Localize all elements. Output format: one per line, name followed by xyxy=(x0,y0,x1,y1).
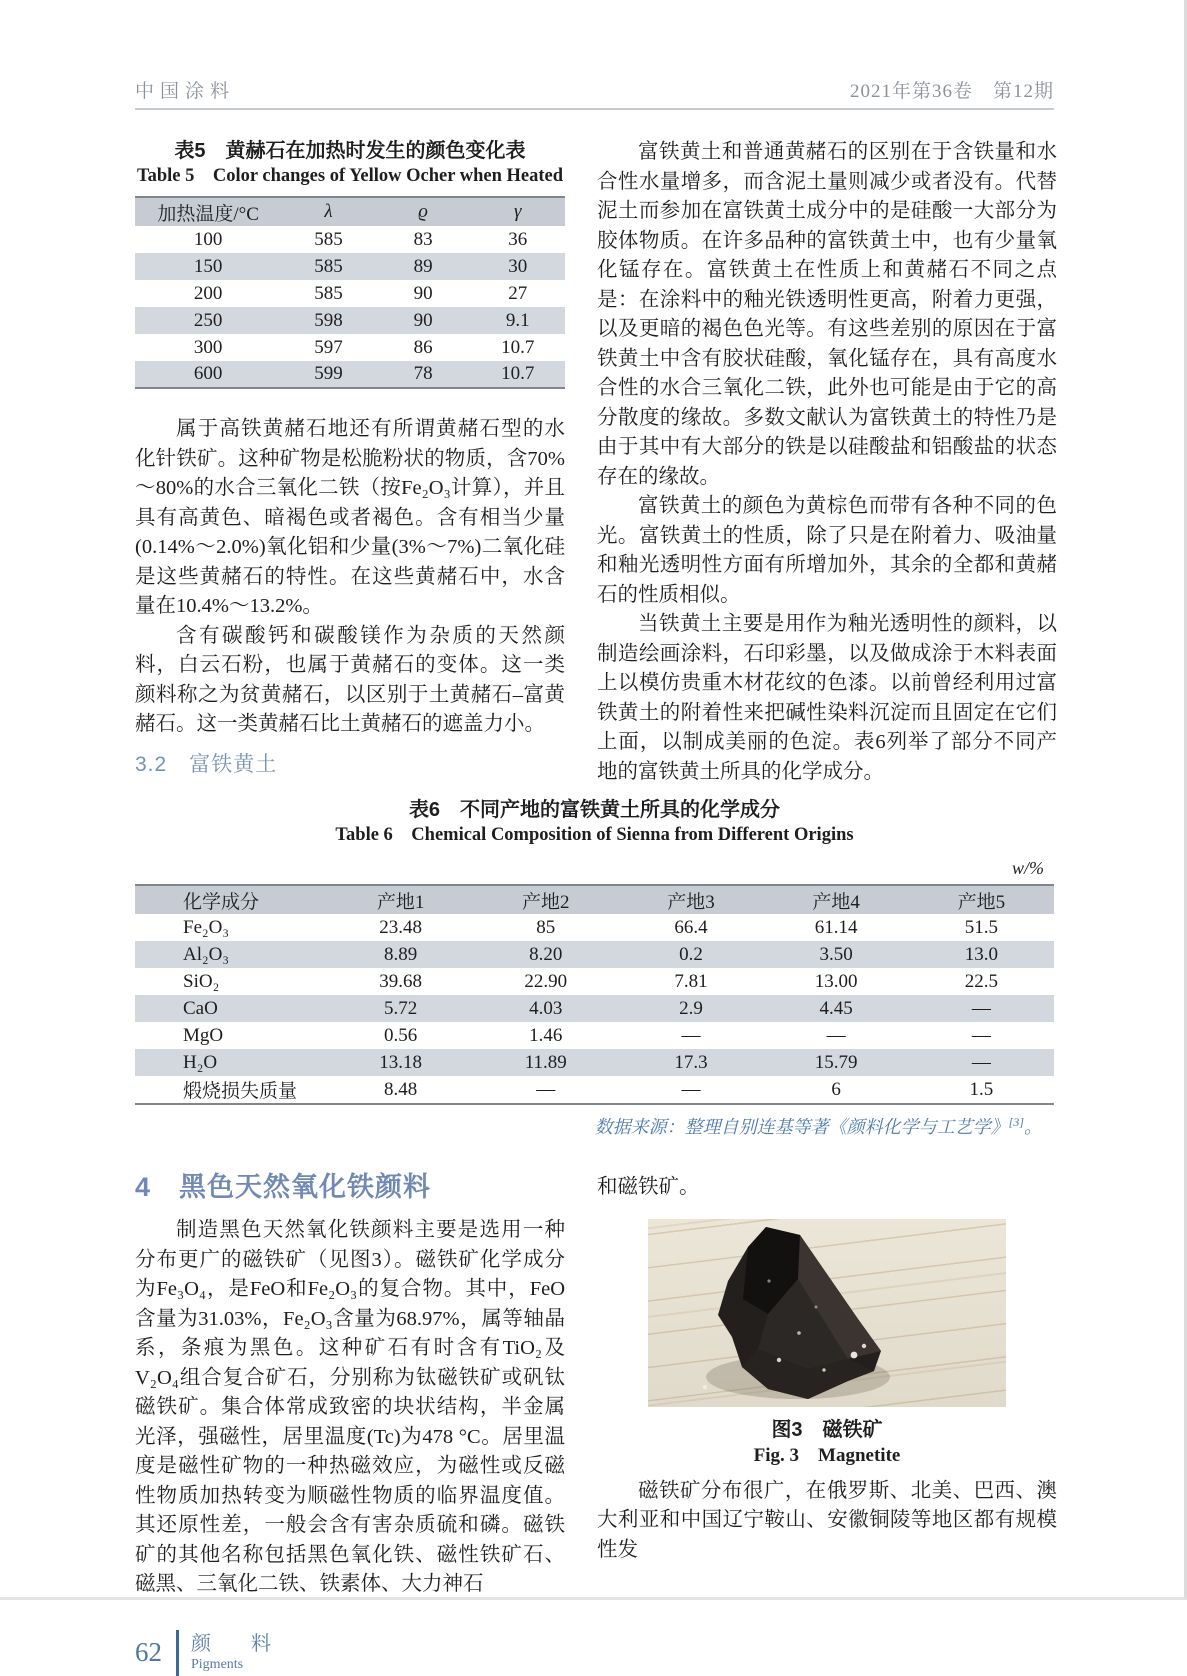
table-cell: 90 xyxy=(413,309,433,331)
table-row xyxy=(135,1076,1054,1104)
table-cell: 90 xyxy=(413,282,433,304)
table-cell: — xyxy=(536,1078,556,1100)
left-column-top xyxy=(135,138,565,787)
paragraph-sienna-color: 富铁黄土的颜色为黄棕色而带有各种不同的色光。富铁黄土的性质，除了只是在附着力、吸油量和釉光透明性方面有所增加外，其余的全都和黄赭石的性质相似。 xyxy=(597,495,1057,606)
table-cell: 煅烧损失质量 xyxy=(183,1081,298,1102)
paragraph-distribution: 磁铁矿分布很广，在俄罗斯、北美、巴西、澳大利亚和中国辽宁鞍山、安徽铜陵等地区都有规模性发 xyxy=(597,1479,1057,1561)
journal-title: 中国涂料 xyxy=(135,81,236,102)
paragraph-sienna-uses: 当铁黄土主要是用作为釉光透明性的颜料，以制造绘画涂料，石印彩墨，以及做成涂于木料表面上以模仿贵重木材花纹的色漆。以前曾经利用过富铁黄土的附着性来把碱性染料沉淀而且固定在它们上面，以制成美丽的色淀。表6列举了部分不同产地的富铁黄土所具的化学成分。 xyxy=(597,613,1057,783)
table-cell: 599 xyxy=(314,363,343,384)
table6-col-origin3: 产地3 xyxy=(618,885,763,914)
table-row xyxy=(135,307,565,334)
table-cell: 1.46 xyxy=(529,1024,563,1046)
paragraph-sienna-difference: 富铁黄土和普通黄赭石的区别在于含铁量和水合性水量增多，而含泥土量则减少或者没有。代替泥土而参加在富铁黄土成分中的是硅酸一大部分为胶体物质。在许多品种的富铁黄土中，也有少量氧化锰存在。富铁黄土在性质上和黄赭石不同之点是：在涂料中的釉光铁透明性更高，附着力更强，以及更暗的褐色色光等。有这些差别的原因在于富铁黄土中含有胶状硅酸，氧化锰存在，具有高度水合性的水合三氧化二铁，此外也可能是由于它的高分散度的缘故。多数文献认为富铁黄土的特性乃是由于其中有大部分的铁是以硅酸盐和铝酸盐的状态存在的缘故。 xyxy=(597,141,1057,488)
table-cell: — xyxy=(681,1078,701,1100)
table-cell: 22.5 xyxy=(964,970,998,992)
table-cell: 597 xyxy=(314,336,343,358)
table-cell: 585 xyxy=(314,255,343,277)
table-cell: — xyxy=(971,1051,991,1073)
table-cell: 100 xyxy=(193,228,223,250)
source-note-period: 。 xyxy=(1024,1117,1042,1137)
table-row xyxy=(135,968,1054,995)
table-cell: 0.2 xyxy=(679,943,703,965)
table-cell: 6 xyxy=(831,1078,841,1100)
left-column-bottom xyxy=(135,1165,565,1600)
magnetite-rock-image xyxy=(648,1219,1006,1407)
table-cell: 8.48 xyxy=(383,1078,418,1100)
table-cell: 83 xyxy=(413,228,433,250)
top-section xyxy=(135,138,1057,787)
table5-col-temperature: 加热温度/°C xyxy=(135,197,281,226)
table-row xyxy=(135,995,1054,1022)
source-note-text: 数据来源：整理自别连基等著《颜料化学与工艺学》 xyxy=(594,1117,1009,1137)
table-cell: 9.1 xyxy=(505,309,530,331)
table-cell: CaO xyxy=(183,997,218,1019)
table6-col-component: 化学成分 xyxy=(135,885,328,914)
table-cell: 585 xyxy=(314,282,343,304)
table-row xyxy=(135,914,1054,941)
table-row xyxy=(135,280,565,307)
footer-section-zh: 颜 料 xyxy=(191,1632,281,1655)
table-cell: MgO xyxy=(183,1024,224,1046)
table6-col-origin1: 产地1 xyxy=(328,885,473,914)
table-row xyxy=(135,361,565,388)
section-heading-4: 4 黑色天然氧化铁颜料 xyxy=(135,1172,432,1202)
table-cell: 17.3 xyxy=(674,1051,708,1073)
table5-col-gamma: γ xyxy=(470,197,565,226)
table-cell: 1.5 xyxy=(969,1078,994,1100)
table-cell: Al₂O₃ xyxy=(183,943,229,965)
table5-title-en: Table 5 Color changes of Yellow Ocher when Heated xyxy=(136,166,563,186)
table-cell: 5.72 xyxy=(383,997,418,1019)
table6-col-origin5: 产地5 xyxy=(909,885,1054,914)
table-cell: 4.03 xyxy=(529,997,563,1019)
page-header xyxy=(135,0,1054,103)
table6-col-origin2: 产地2 xyxy=(473,885,618,914)
table-cell: 300 xyxy=(193,336,223,358)
table-row xyxy=(135,253,565,280)
table6-block xyxy=(135,797,1054,1139)
table-cell: Fe₂O₃ xyxy=(183,916,229,938)
page-number: 62 xyxy=(135,1637,162,1667)
right-column-top xyxy=(597,138,1057,787)
table5-title-zh: 表5 黄赫石在加热时发生的颜色变化表 xyxy=(174,140,526,162)
paragraph-magnetite: 制造黑色天然氧化铁颜料主要是选用一种分布更广的磁铁矿（见图3）。磁铁矿化学成分为Fe₃O₄，是FeO和Fe₂O₃的复合物。其中，FeO含量为31.03%，Fe₂O₃含量为68.97%，属等轴晶系，条痕为黑色。这种矿石有时含有TiO₂及V₂O₄组合复合矿石，分别称为钛磁铁矿或矾钛磁铁矿。集合体常成致密的块状结构，半金属光泽，强磁性，居里温度(Tc)为478 °C。居里温度是磁性矿物的一种热磁效应，为磁性或反磁性物质加热转变为顺磁性物质的临界温度值。其还原性差，一般会含有害杂质硫和磷。磁铁矿的其他名称包括黑色氧化铁、磁性铁矿石、磁黑、三氧化二铁、铁素体、大力神石 xyxy=(135,1219,565,1595)
figure3-caption-en: Fig. 3 Magnetite xyxy=(753,1444,901,1466)
issue-info: 2021年第36卷 第12期 xyxy=(849,81,1054,102)
table-cell: 10.7 xyxy=(501,363,535,384)
paragraph-lean-ocher: 含有碳酸钙和碳酸镁作为杂质的天然颜料，白云石粉，也属于黄赭石的变体。这一类颜料称之为贫黄赭石，以区别于土黄赭石–富黄赭石。这一类黄赭石比土黄赭石的遮盖力小。 xyxy=(135,624,565,735)
table-cell: 11.89 xyxy=(524,1051,567,1073)
table-cell: 600 xyxy=(193,363,223,384)
table-cell: 200 xyxy=(193,282,223,304)
table-cell: 30 xyxy=(508,255,528,277)
right-column-bottom xyxy=(597,1165,1057,1600)
table-cell: 10.7 xyxy=(501,336,535,358)
table-cell: — xyxy=(681,1024,701,1046)
table5-color-changes xyxy=(135,196,565,389)
section-heading-3-2: 3.2 富铁黄土 xyxy=(135,752,278,776)
table-cell: H₂O xyxy=(183,1051,218,1073)
footer-divider xyxy=(176,1630,179,1676)
table-cell: 23.48 xyxy=(379,916,422,938)
footer-section-en: Pigments xyxy=(191,1656,244,1672)
paragraph-goethite: 属于高铁黄赭石地还有所谓黄赭石型的水化针铁矿。这种矿物是松脆粉状的物质，含70%～80%的水合三氧化二铁（按Fe₂O₃计算），并且具有高黄色、暗褐色或者褐色。含有相当少量(0.14%～2.0%)氧化铝和少量(3%～7%)二氧化硅是这些黄赭石的特性。在这些黄赭石中，水含量在10.4%～13.2%。 xyxy=(135,418,565,617)
table-cell: 150 xyxy=(193,255,223,277)
table-cell: 7.81 xyxy=(674,970,708,992)
figure3-caption-zh: 图3 磁铁矿 xyxy=(771,1418,883,1441)
table-row xyxy=(135,1022,1054,1049)
magnetite-photo xyxy=(648,1219,1006,1407)
table-cell: 0.56 xyxy=(383,1024,418,1046)
table-cell: 39.68 xyxy=(379,970,422,992)
table6-chemical-composition xyxy=(135,884,1054,1105)
table5-col-rho: ϱ xyxy=(376,197,471,226)
table-cell: 51.5 xyxy=(964,916,998,938)
table-cell: 598 xyxy=(314,309,343,331)
table-cell: 36 xyxy=(508,228,528,250)
table-cell: 250 xyxy=(193,309,223,331)
table6-source-note xyxy=(135,1113,1054,1139)
header-rule xyxy=(135,108,1054,110)
table6-col-origin4: 产地4 xyxy=(764,885,909,914)
table6-title-en: Table 6 Chemical Composition of Sienna from Different Origins xyxy=(335,825,854,845)
table-cell: 85 xyxy=(536,916,556,938)
table-cell: 61.14 xyxy=(814,916,858,938)
table-cell: 2.9 xyxy=(679,997,703,1019)
table-row xyxy=(135,226,565,253)
table-cell: 4.45 xyxy=(819,997,853,1019)
footer-section xyxy=(191,1632,281,1674)
table-cell: 585 xyxy=(314,228,343,250)
table5-col-lambda: λ xyxy=(281,197,376,226)
table-cell: 78 xyxy=(413,363,433,384)
table-cell: 8.20 xyxy=(529,943,563,965)
table-cell: — xyxy=(826,1024,846,1046)
table-cell: 13.18 xyxy=(379,1051,422,1073)
table6-header-row xyxy=(135,885,1054,914)
table-cell: 86 xyxy=(413,336,433,358)
table-cell: — xyxy=(971,1024,991,1046)
table6-title-zh: 表6 不同产地的富铁黄土所具的化学成分 xyxy=(408,799,781,821)
bottom-section xyxy=(135,1165,1057,1600)
table-cell: SiO₂ xyxy=(183,970,220,992)
table-cell: 15.79 xyxy=(814,1051,858,1073)
page-footer xyxy=(135,1630,1054,1676)
source-note-ref: [3] xyxy=(1008,1115,1024,1129)
table-cell: — xyxy=(971,997,991,1019)
paragraph-continuation: 和磁铁矿。 xyxy=(597,1176,700,1198)
table-row xyxy=(135,941,1054,968)
table-cell: 22.90 xyxy=(524,970,568,992)
table6-unit-label: w/% xyxy=(1011,858,1044,878)
table-row xyxy=(135,1049,1054,1076)
table-cell: 89 xyxy=(413,255,433,277)
table-row xyxy=(135,334,565,361)
table-cell: 8.89 xyxy=(383,943,418,965)
table5-header-row xyxy=(135,197,565,226)
table-cell: 66.4 xyxy=(674,916,708,938)
table-cell: 3.50 xyxy=(819,943,853,965)
table-cell: 13.0 xyxy=(964,943,998,965)
table-cell: 13.00 xyxy=(814,970,858,992)
table-cell: 27 xyxy=(508,282,528,304)
